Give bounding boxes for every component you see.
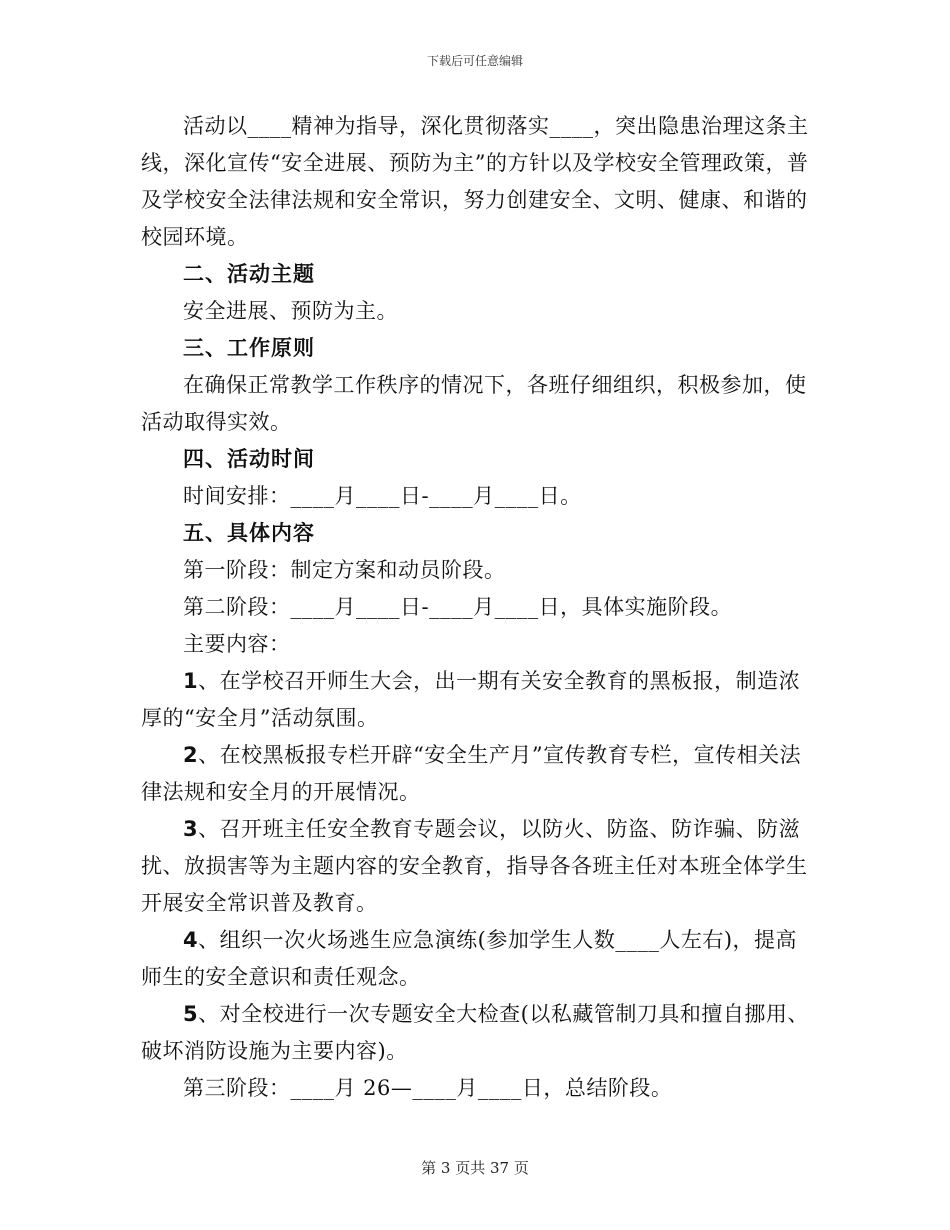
page-footer: 第 3 页共 37 页 bbox=[421, 1159, 529, 1177]
item-text: 、在学校召开师生大会，出一期有关安全教育的黑板报，制造浓厚的“安全月”活动氛围。 bbox=[141, 669, 801, 730]
time-paragraph: 时间安排：____月____日-____月____日。 bbox=[183, 484, 582, 508]
stage1-paragraph: 第一阶段：制定方案和动员阶段。 bbox=[183, 558, 506, 582]
document-body bbox=[141, 108, 811, 1107]
page-header: 下载后可任意编辑 bbox=[426, 54, 523, 68]
content-item-3 bbox=[141, 811, 811, 922]
content-item-4 bbox=[141, 922, 811, 996]
stage3-paragraph: 第三阶段：____月 26—____月____日，总结阶段。 bbox=[183, 1076, 673, 1100]
item-number: 5 bbox=[183, 1002, 199, 1026]
item-text: 、对全校进行一次专题安全大检查(以私藏管制刀具和擅自挪用、破坏消防设施为主要内容)。 bbox=[141, 1002, 809, 1063]
section-heading-theme: 二、活动主题 bbox=[183, 262, 315, 286]
section-heading-time: 四、活动时间 bbox=[183, 447, 315, 471]
stage2-paragraph: 第二阶段：____月____日-____月____日，具体实施阶段。 bbox=[183, 595, 733, 619]
principle-paragraph: 在确保正常教学工作秩序的情况下，各班仔细组织，积极参加，使活动取得实效。 bbox=[141, 373, 807, 434]
item-number: 1 bbox=[183, 669, 199, 693]
item-text: 、组织一次火场逃生应急演练(参加学生人数____人左右)，提高师生的安全意识和责任观念。 bbox=[141, 928, 798, 989]
intro-paragraph: 活动以____精神为指导，深化贯彻落实____，突出隐患治理这条主线，深化宣传“安全进展、预防为主”的方针以及学校安全管理政策，普及学校安全法律法规和安全常识，努力创建安全、文明、健康、和谐的校园环境。 bbox=[141, 114, 809, 249]
section-heading-content: 五、具体内容 bbox=[183, 521, 315, 545]
item-text: 、召开班主任安全教育专题会议，以防火、防盗、防诈骗、防滋扰、放损害等为主题内容的安全教育，指导各各班主任对本班全体学生开展安全常识普及教育。 bbox=[141, 817, 808, 915]
main-content-label: 主要内容： bbox=[183, 632, 291, 656]
theme-paragraph: 安全进展、预防为主。 bbox=[183, 299, 398, 323]
content-item-5 bbox=[141, 996, 811, 1070]
section-heading-principle: 三、工作原则 bbox=[183, 336, 315, 360]
item-number: 2 bbox=[183, 743, 199, 767]
item-number: 3 bbox=[183, 817, 199, 841]
item-number: 4 bbox=[183, 928, 199, 952]
content-item-1 bbox=[141, 663, 811, 737]
content-item-2 bbox=[141, 737, 811, 811]
item-text: 、在校黑板报专栏开辟“安全生产月”宣传教育专栏，宣传相关法律法规和安全月的开展情况。 bbox=[141, 743, 802, 804]
